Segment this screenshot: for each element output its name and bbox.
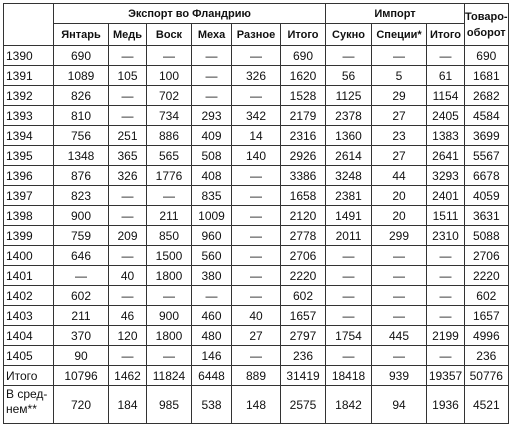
data-cell: — bbox=[427, 246, 465, 266]
data-cell: 146 bbox=[192, 346, 232, 366]
data-cell: — bbox=[232, 46, 281, 66]
turnover-header-line2: оборот bbox=[466, 26, 506, 39]
table-row bbox=[4, 166, 509, 186]
data-cell: 44 bbox=[372, 166, 427, 186]
data-cell: 5088 bbox=[465, 226, 509, 246]
data-cell: 480 bbox=[192, 326, 232, 346]
data-cell: — bbox=[109, 86, 147, 106]
year-cell: 1402 bbox=[4, 286, 54, 306]
data-cell: 2641 bbox=[427, 146, 465, 166]
year-cell: 1393 bbox=[4, 106, 54, 126]
data-cell: 460 bbox=[192, 306, 232, 326]
data-cell: 734 bbox=[147, 106, 192, 126]
data-cell: — bbox=[109, 186, 147, 206]
data-cell: 1776 bbox=[147, 166, 192, 186]
table-row bbox=[4, 246, 509, 266]
turnover-header bbox=[465, 4, 509, 46]
data-cell: 140 bbox=[232, 146, 281, 166]
data-cell: 1348 bbox=[54, 146, 109, 166]
data-cell: 1657 bbox=[281, 306, 326, 326]
data-cell: — bbox=[232, 346, 281, 366]
data-cell: 850 bbox=[147, 226, 192, 246]
average-cell: 720 bbox=[54, 386, 109, 424]
data-cell: 2401 bbox=[427, 186, 465, 206]
data-cell: 2310 bbox=[427, 226, 465, 246]
average-cell: 94 bbox=[372, 386, 427, 424]
data-cell: 2378 bbox=[326, 106, 372, 126]
data-cell: 46 bbox=[109, 306, 147, 326]
data-cell: 2220 bbox=[281, 266, 326, 286]
data-cell: 900 bbox=[54, 206, 109, 226]
data-cell: 2381 bbox=[326, 186, 372, 206]
data-cell: — bbox=[427, 286, 465, 306]
data-cell: 1462 bbox=[109, 366, 147, 386]
data-cell: 1754 bbox=[326, 326, 372, 346]
data-cell: — bbox=[109, 106, 147, 126]
data-cell: — bbox=[192, 86, 232, 106]
data-cell: 40 bbox=[109, 266, 147, 286]
data-cell: — bbox=[372, 286, 427, 306]
data-cell: — bbox=[192, 66, 232, 86]
year-cell: 1392 bbox=[4, 86, 54, 106]
data-cell: 759 bbox=[54, 226, 109, 246]
table-container bbox=[3, 3, 509, 424]
data-cell: 823 bbox=[54, 186, 109, 206]
average-label-line2: нем** bbox=[6, 402, 37, 416]
data-cell: 251 bbox=[109, 126, 147, 146]
data-cell: — bbox=[192, 286, 232, 306]
data-cell: — bbox=[232, 166, 281, 186]
data-cell: 1500 bbox=[147, 246, 192, 266]
data-cell: 445 bbox=[372, 326, 427, 346]
data-cell: — bbox=[326, 286, 372, 306]
data-cell: — bbox=[147, 186, 192, 206]
data-cell: 2405 bbox=[427, 106, 465, 126]
data-cell: 3699 bbox=[465, 126, 509, 146]
data-cell: 1620 bbox=[281, 66, 326, 86]
average-cell: 1936 bbox=[427, 386, 465, 424]
data-cell: 602 bbox=[281, 286, 326, 306]
data-cell: 939 bbox=[372, 366, 427, 386]
import-group-header: Импорт bbox=[326, 4, 465, 24]
data-cell: — bbox=[109, 346, 147, 366]
data-cell: 4584 bbox=[465, 106, 509, 126]
data-cell: 409 bbox=[192, 126, 232, 146]
data-cell: 27 bbox=[372, 146, 427, 166]
data-cell: 18418 bbox=[326, 366, 372, 386]
data-cell: 1657 bbox=[465, 306, 509, 326]
turnover-header-line1: Товаро- bbox=[465, 10, 508, 23]
data-cell: 3293 bbox=[427, 166, 465, 186]
data-cell: — bbox=[232, 246, 281, 266]
col-header-export-total: Итого bbox=[281, 24, 326, 46]
data-cell: — bbox=[372, 46, 427, 66]
data-cell: — bbox=[109, 206, 147, 226]
data-cell: 342 bbox=[232, 106, 281, 126]
data-cell: 646 bbox=[54, 246, 109, 266]
data-cell: — bbox=[232, 86, 281, 106]
data-cell: 1800 bbox=[147, 326, 192, 346]
data-cell: 365 bbox=[109, 146, 147, 166]
data-cell: 2179 bbox=[281, 106, 326, 126]
data-cell: 2120 bbox=[281, 206, 326, 226]
data-cell: 2797 bbox=[281, 326, 326, 346]
year-cell: 1398 bbox=[4, 206, 54, 226]
data-cell: 4059 bbox=[465, 186, 509, 206]
data-cell: 602 bbox=[54, 286, 109, 306]
data-cell: 1658 bbox=[281, 186, 326, 206]
data-cell: — bbox=[372, 306, 427, 326]
year-header bbox=[4, 4, 54, 46]
data-cell: — bbox=[326, 46, 372, 66]
data-cell: — bbox=[326, 266, 372, 286]
data-cell: 27 bbox=[372, 106, 427, 126]
data-cell: 370 bbox=[54, 326, 109, 346]
table-row bbox=[4, 346, 509, 366]
col-header-spices: Специи* bbox=[372, 24, 427, 46]
data-cell: — bbox=[427, 266, 465, 286]
data-cell: 236 bbox=[465, 346, 509, 366]
table-row bbox=[4, 306, 509, 326]
data-cell: 40 bbox=[232, 306, 281, 326]
data-cell: 690 bbox=[465, 46, 509, 66]
data-cell: 23 bbox=[372, 126, 427, 146]
table-row bbox=[4, 126, 509, 146]
average-label bbox=[4, 386, 54, 424]
data-cell: 508 bbox=[192, 146, 232, 166]
data-cell: 14 bbox=[232, 126, 281, 146]
data-cell: 4996 bbox=[465, 326, 509, 346]
data-cell: 105 bbox=[109, 66, 147, 86]
data-cell: 900 bbox=[147, 306, 192, 326]
average-cell: 985 bbox=[147, 386, 192, 424]
data-cell: 1681 bbox=[465, 66, 509, 86]
data-cell: 2682 bbox=[465, 86, 509, 106]
data-cell: 602 bbox=[465, 286, 509, 306]
data-cell: 3631 bbox=[465, 206, 509, 226]
data-cell: 50776 bbox=[465, 366, 509, 386]
data-cell: 5 bbox=[372, 66, 427, 86]
year-cell: 1390 bbox=[4, 46, 54, 66]
data-cell: — bbox=[232, 266, 281, 286]
average-cell: 184 bbox=[109, 386, 147, 424]
data-cell: 61 bbox=[427, 66, 465, 86]
data-cell: — bbox=[326, 306, 372, 326]
table-row bbox=[4, 286, 509, 306]
data-cell: — bbox=[232, 226, 281, 246]
year-cell: 1401 bbox=[4, 266, 54, 286]
data-cell: 90 bbox=[54, 346, 109, 366]
data-cell: 293 bbox=[192, 106, 232, 126]
data-cell: 1383 bbox=[427, 126, 465, 146]
average-cell: 148 bbox=[232, 386, 281, 424]
col-header-misc: Разное bbox=[232, 24, 281, 46]
data-cell: 10796 bbox=[54, 366, 109, 386]
year-cell: 1404 bbox=[4, 326, 54, 346]
data-cell: 889 bbox=[232, 366, 281, 386]
year-cell: 1397 bbox=[4, 186, 54, 206]
data-cell: 756 bbox=[54, 126, 109, 146]
data-cell: 2706 bbox=[465, 246, 509, 266]
col-header-amber: Янтарь bbox=[54, 24, 109, 46]
average-label-line1: В сред- bbox=[6, 387, 48, 401]
data-cell: 835 bbox=[192, 186, 232, 206]
data-cell: 2614 bbox=[326, 146, 372, 166]
data-cell: — bbox=[232, 186, 281, 206]
year-cell: Итого bbox=[4, 366, 54, 386]
data-cell: — bbox=[372, 346, 427, 366]
data-cell: 326 bbox=[109, 166, 147, 186]
data-cell: 1528 bbox=[281, 86, 326, 106]
data-cell: 3386 bbox=[281, 166, 326, 186]
data-cell: 886 bbox=[147, 126, 192, 146]
year-cell: 1394 bbox=[4, 126, 54, 146]
table-row bbox=[4, 366, 509, 386]
data-cell: 408 bbox=[192, 166, 232, 186]
data-cell: 31419 bbox=[281, 366, 326, 386]
data-cell: 2220 bbox=[465, 266, 509, 286]
data-cell: 5567 bbox=[465, 146, 509, 166]
data-cell: 2316 bbox=[281, 126, 326, 146]
year-cell: 1395 bbox=[4, 146, 54, 166]
data-cell: 2778 bbox=[281, 226, 326, 246]
col-header-copper: Медь bbox=[109, 24, 147, 46]
data-cell: 3248 bbox=[326, 166, 372, 186]
data-cell: 2706 bbox=[281, 246, 326, 266]
export-group-header: Экспорт во Фландрию bbox=[54, 4, 326, 24]
data-cell: — bbox=[372, 246, 427, 266]
data-cell: 690 bbox=[54, 46, 109, 66]
data-cell: 20 bbox=[372, 186, 427, 206]
year-cell: 1399 bbox=[4, 226, 54, 246]
data-cell: — bbox=[326, 346, 372, 366]
trade-table bbox=[3, 3, 509, 424]
average-row bbox=[4, 386, 509, 424]
table-row bbox=[4, 106, 509, 126]
data-cell: — bbox=[232, 206, 281, 226]
data-cell: 6448 bbox=[192, 366, 232, 386]
data-cell: — bbox=[54, 266, 109, 286]
year-cell: 1403 bbox=[4, 306, 54, 326]
data-cell: 211 bbox=[54, 306, 109, 326]
data-cell: — bbox=[232, 286, 281, 306]
table-row bbox=[4, 66, 509, 86]
year-cell: 1391 bbox=[4, 66, 54, 86]
data-cell: 56 bbox=[326, 66, 372, 86]
data-cell: 702 bbox=[147, 86, 192, 106]
col-header-wax: Воск bbox=[147, 24, 192, 46]
data-cell: — bbox=[427, 306, 465, 326]
data-cell: 27 bbox=[232, 326, 281, 346]
data-cell: 1511 bbox=[427, 206, 465, 226]
data-cell: 560 bbox=[192, 246, 232, 266]
data-cell: — bbox=[372, 266, 427, 286]
data-cell: 120 bbox=[109, 326, 147, 346]
table-row bbox=[4, 46, 509, 66]
data-cell: — bbox=[427, 346, 465, 366]
data-cell: 565 bbox=[147, 146, 192, 166]
data-cell: — bbox=[427, 46, 465, 66]
data-cell: 236 bbox=[281, 346, 326, 366]
data-cell: — bbox=[147, 286, 192, 306]
data-cell: 876 bbox=[54, 166, 109, 186]
data-cell: 1089 bbox=[54, 66, 109, 86]
average-cell: 538 bbox=[192, 386, 232, 424]
data-cell: 299 bbox=[372, 226, 427, 246]
data-cell: — bbox=[109, 286, 147, 306]
data-cell: 810 bbox=[54, 106, 109, 126]
data-cell: 20 bbox=[372, 206, 427, 226]
table-row bbox=[4, 146, 509, 166]
data-cell: 960 bbox=[192, 226, 232, 246]
data-cell: — bbox=[109, 246, 147, 266]
data-cell: 2199 bbox=[427, 326, 465, 346]
data-cell: — bbox=[109, 46, 147, 66]
average-cell: 2575 bbox=[281, 386, 326, 424]
data-cell: 29 bbox=[372, 86, 427, 106]
data-cell: 2926 bbox=[281, 146, 326, 166]
data-cell: 380 bbox=[192, 266, 232, 286]
col-header-cloth: Сукно bbox=[326, 24, 372, 46]
data-cell: 19357 bbox=[427, 366, 465, 386]
col-header-furs: Меха bbox=[192, 24, 232, 46]
data-cell: 1491 bbox=[326, 206, 372, 226]
table-row bbox=[4, 326, 509, 346]
data-cell: — bbox=[192, 46, 232, 66]
table-row bbox=[4, 266, 509, 286]
data-cell: 326 bbox=[232, 66, 281, 86]
data-cell: 211 bbox=[147, 206, 192, 226]
table-row bbox=[4, 86, 509, 106]
data-cell: 1360 bbox=[326, 126, 372, 146]
data-cell: 2011 bbox=[326, 226, 372, 246]
data-cell: 209 bbox=[109, 226, 147, 246]
data-cell: 100 bbox=[147, 66, 192, 86]
data-cell: — bbox=[147, 46, 192, 66]
table-row bbox=[4, 226, 509, 246]
data-cell: — bbox=[147, 346, 192, 366]
data-cell: 826 bbox=[54, 86, 109, 106]
year-cell: 1396 bbox=[4, 166, 54, 186]
data-cell: 1154 bbox=[427, 86, 465, 106]
data-cell: — bbox=[326, 246, 372, 266]
table-row bbox=[4, 186, 509, 206]
data-cell: 11824 bbox=[147, 366, 192, 386]
average-cell: 1842 bbox=[326, 386, 372, 424]
table-body bbox=[4, 46, 509, 386]
year-cell: 1400 bbox=[4, 246, 54, 266]
data-cell: 6678 bbox=[465, 166, 509, 186]
data-cell: 1800 bbox=[147, 266, 192, 286]
data-cell: 1009 bbox=[192, 206, 232, 226]
col-header-import-total: Итого bbox=[427, 24, 465, 46]
average-cell: 4521 bbox=[465, 386, 509, 424]
year-cell: 1405 bbox=[4, 346, 54, 366]
data-cell: 690 bbox=[281, 46, 326, 66]
table-row bbox=[4, 206, 509, 226]
data-cell: 1125 bbox=[326, 86, 372, 106]
